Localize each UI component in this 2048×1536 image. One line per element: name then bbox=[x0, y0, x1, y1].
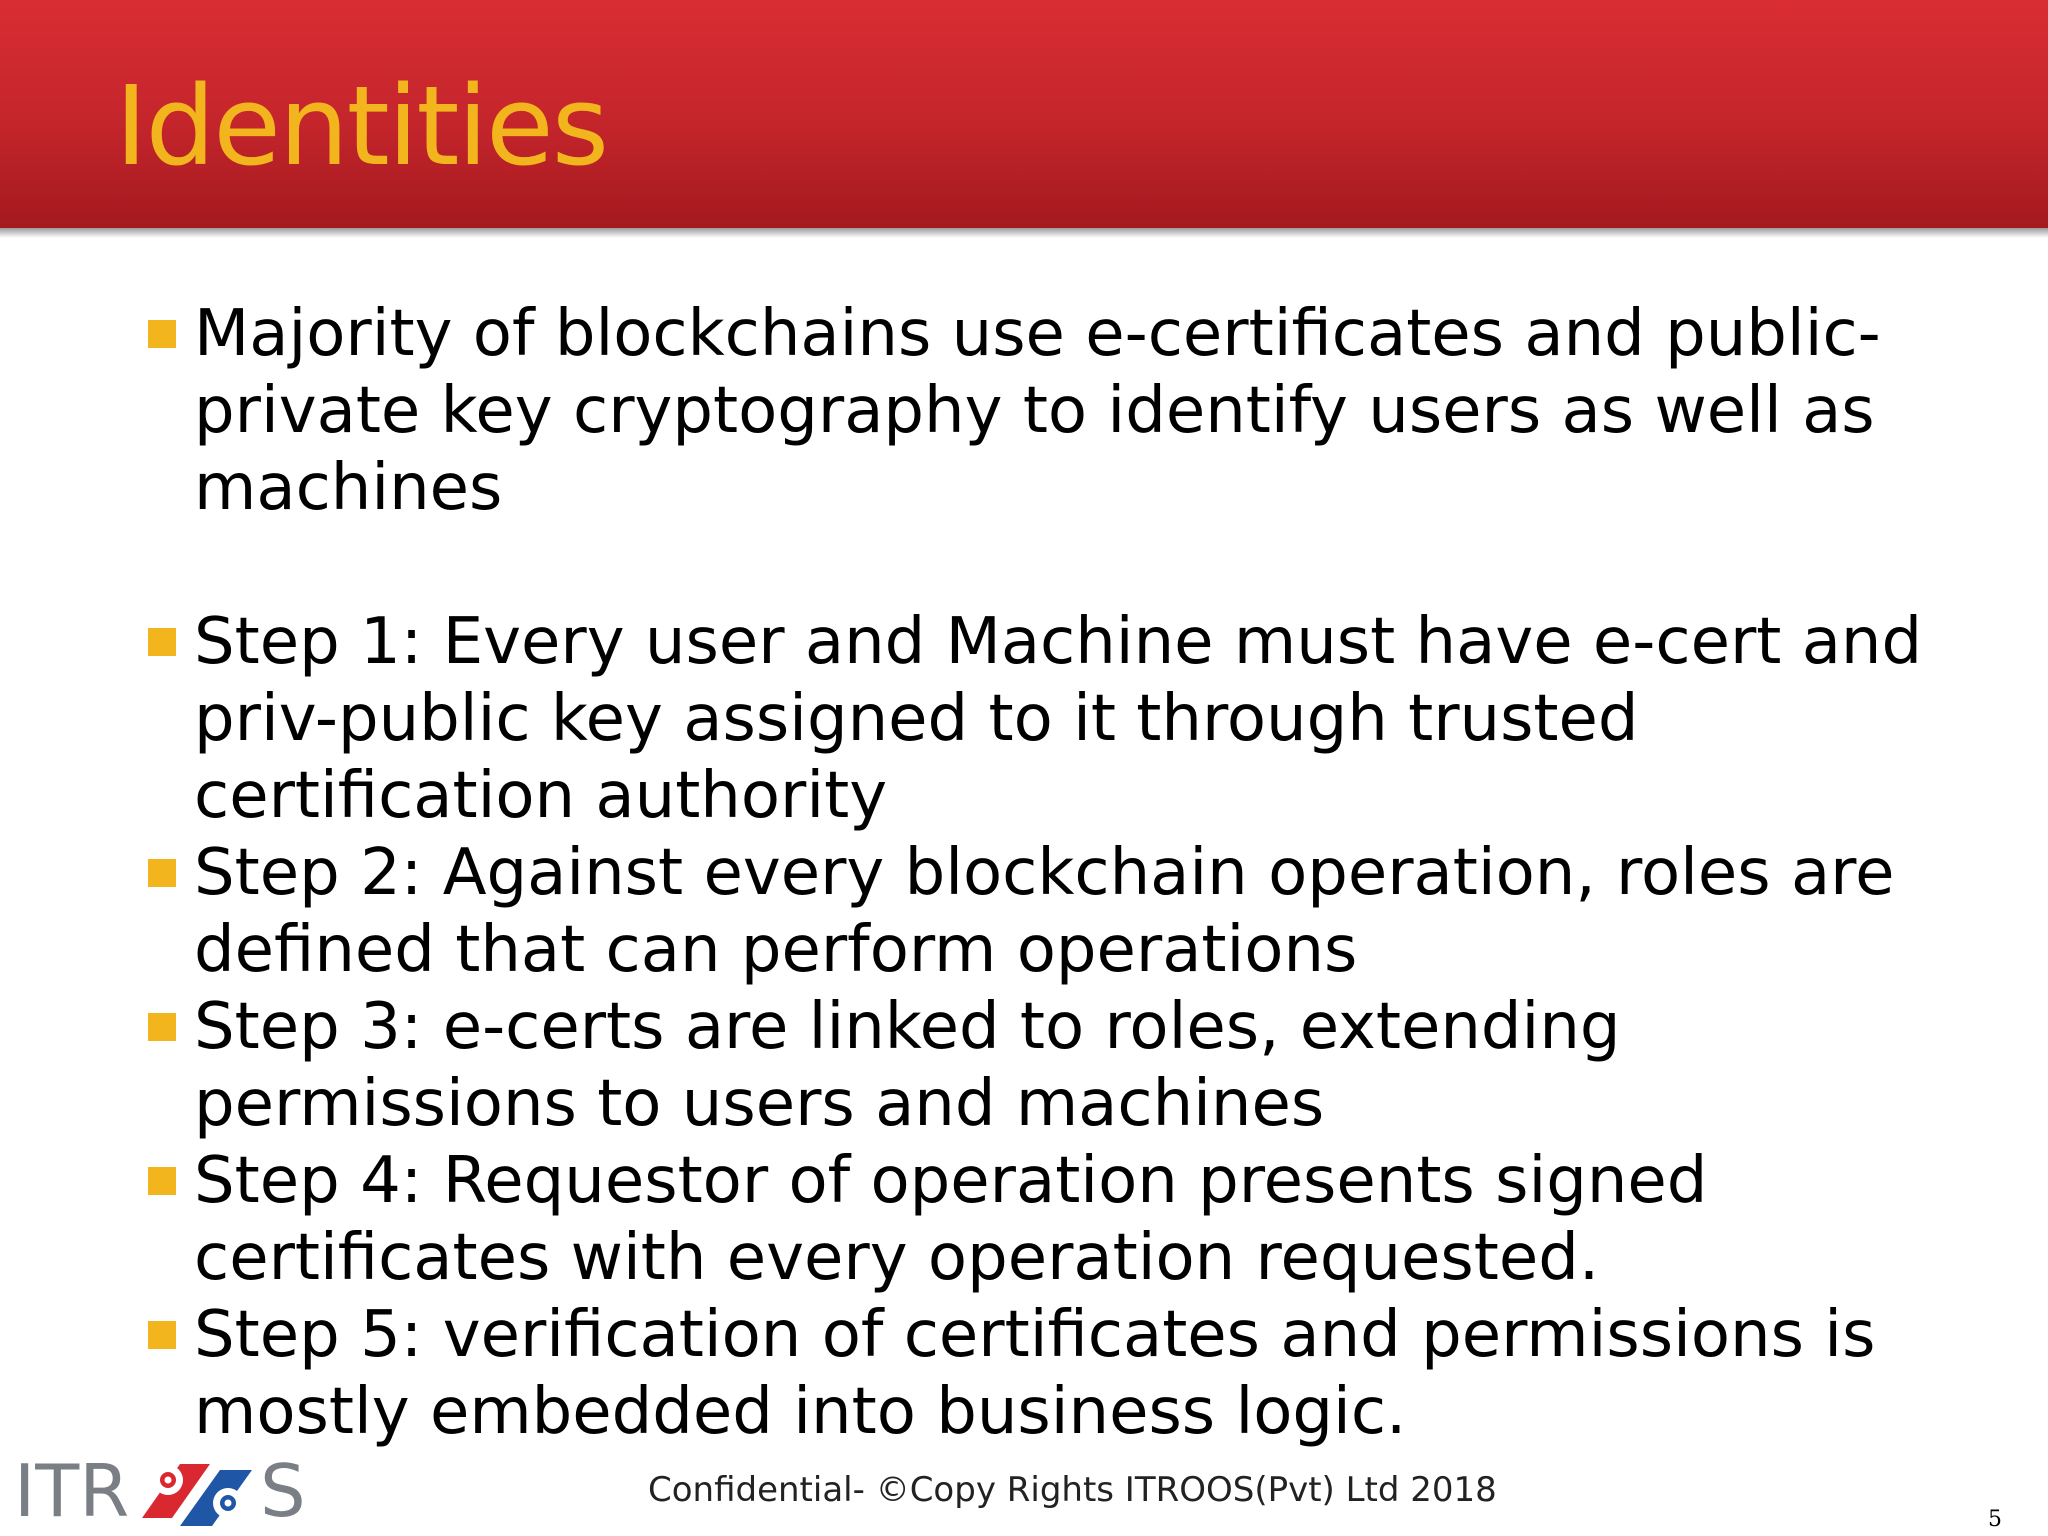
bullet-text: Step 5: verification of certificates and permissions is mostly embedded into business logic. bbox=[194, 1298, 1876, 1449]
bullet-square-icon bbox=[148, 628, 176, 656]
page-number: 5 bbox=[1988, 1507, 2002, 1532]
bullet-text: Step 2: Against every blockchain operation, roles are defined that can perform operations bbox=[194, 836, 1895, 987]
bullet-item bbox=[148, 989, 2008, 1143]
title-bar bbox=[0, 0, 2048, 228]
bullet-text: Step 1: Every user and Machine must have e-cert and priv-public key assigned to it through trusted certification authority bbox=[194, 605, 1923, 833]
bullet-list bbox=[148, 296, 2008, 1451]
logo-letters-left: ITR bbox=[14, 1449, 130, 1530]
bullet-square-icon bbox=[148, 1167, 176, 1195]
logo-letters-right: S bbox=[260, 1449, 306, 1530]
bullet-item bbox=[148, 835, 2008, 989]
bullet-item bbox=[148, 296, 2008, 527]
bullet-item bbox=[148, 1143, 2008, 1297]
bullet-text: Step 3: e-certs are linked to roles, extending permissions to users and machines bbox=[194, 990, 1621, 1141]
bullet-text: Majority of blockchains use e-certificates and public-private key cryptography to identify users as well as machines bbox=[194, 297, 1881, 525]
title-bar-shadow bbox=[0, 228, 2048, 238]
itroos-logo bbox=[14, 1448, 314, 1530]
bullet-square-icon bbox=[148, 859, 176, 887]
bullet-square-icon bbox=[148, 320, 176, 348]
slide-title: Identities bbox=[115, 62, 608, 190]
bullet-item bbox=[148, 1297, 2008, 1451]
bullet-item bbox=[148, 604, 2008, 835]
bullet-square-icon bbox=[148, 1321, 176, 1349]
bullet-square-icon bbox=[148, 1013, 176, 1041]
footer-copyright: Confidential- ©Copy Rights ITROOS(Pvt) Ltd 2018 bbox=[648, 1470, 1497, 1510]
bullet-text: Step 4: Requestor of operation presents signed certificates with every operation requested. bbox=[194, 1144, 1708, 1295]
